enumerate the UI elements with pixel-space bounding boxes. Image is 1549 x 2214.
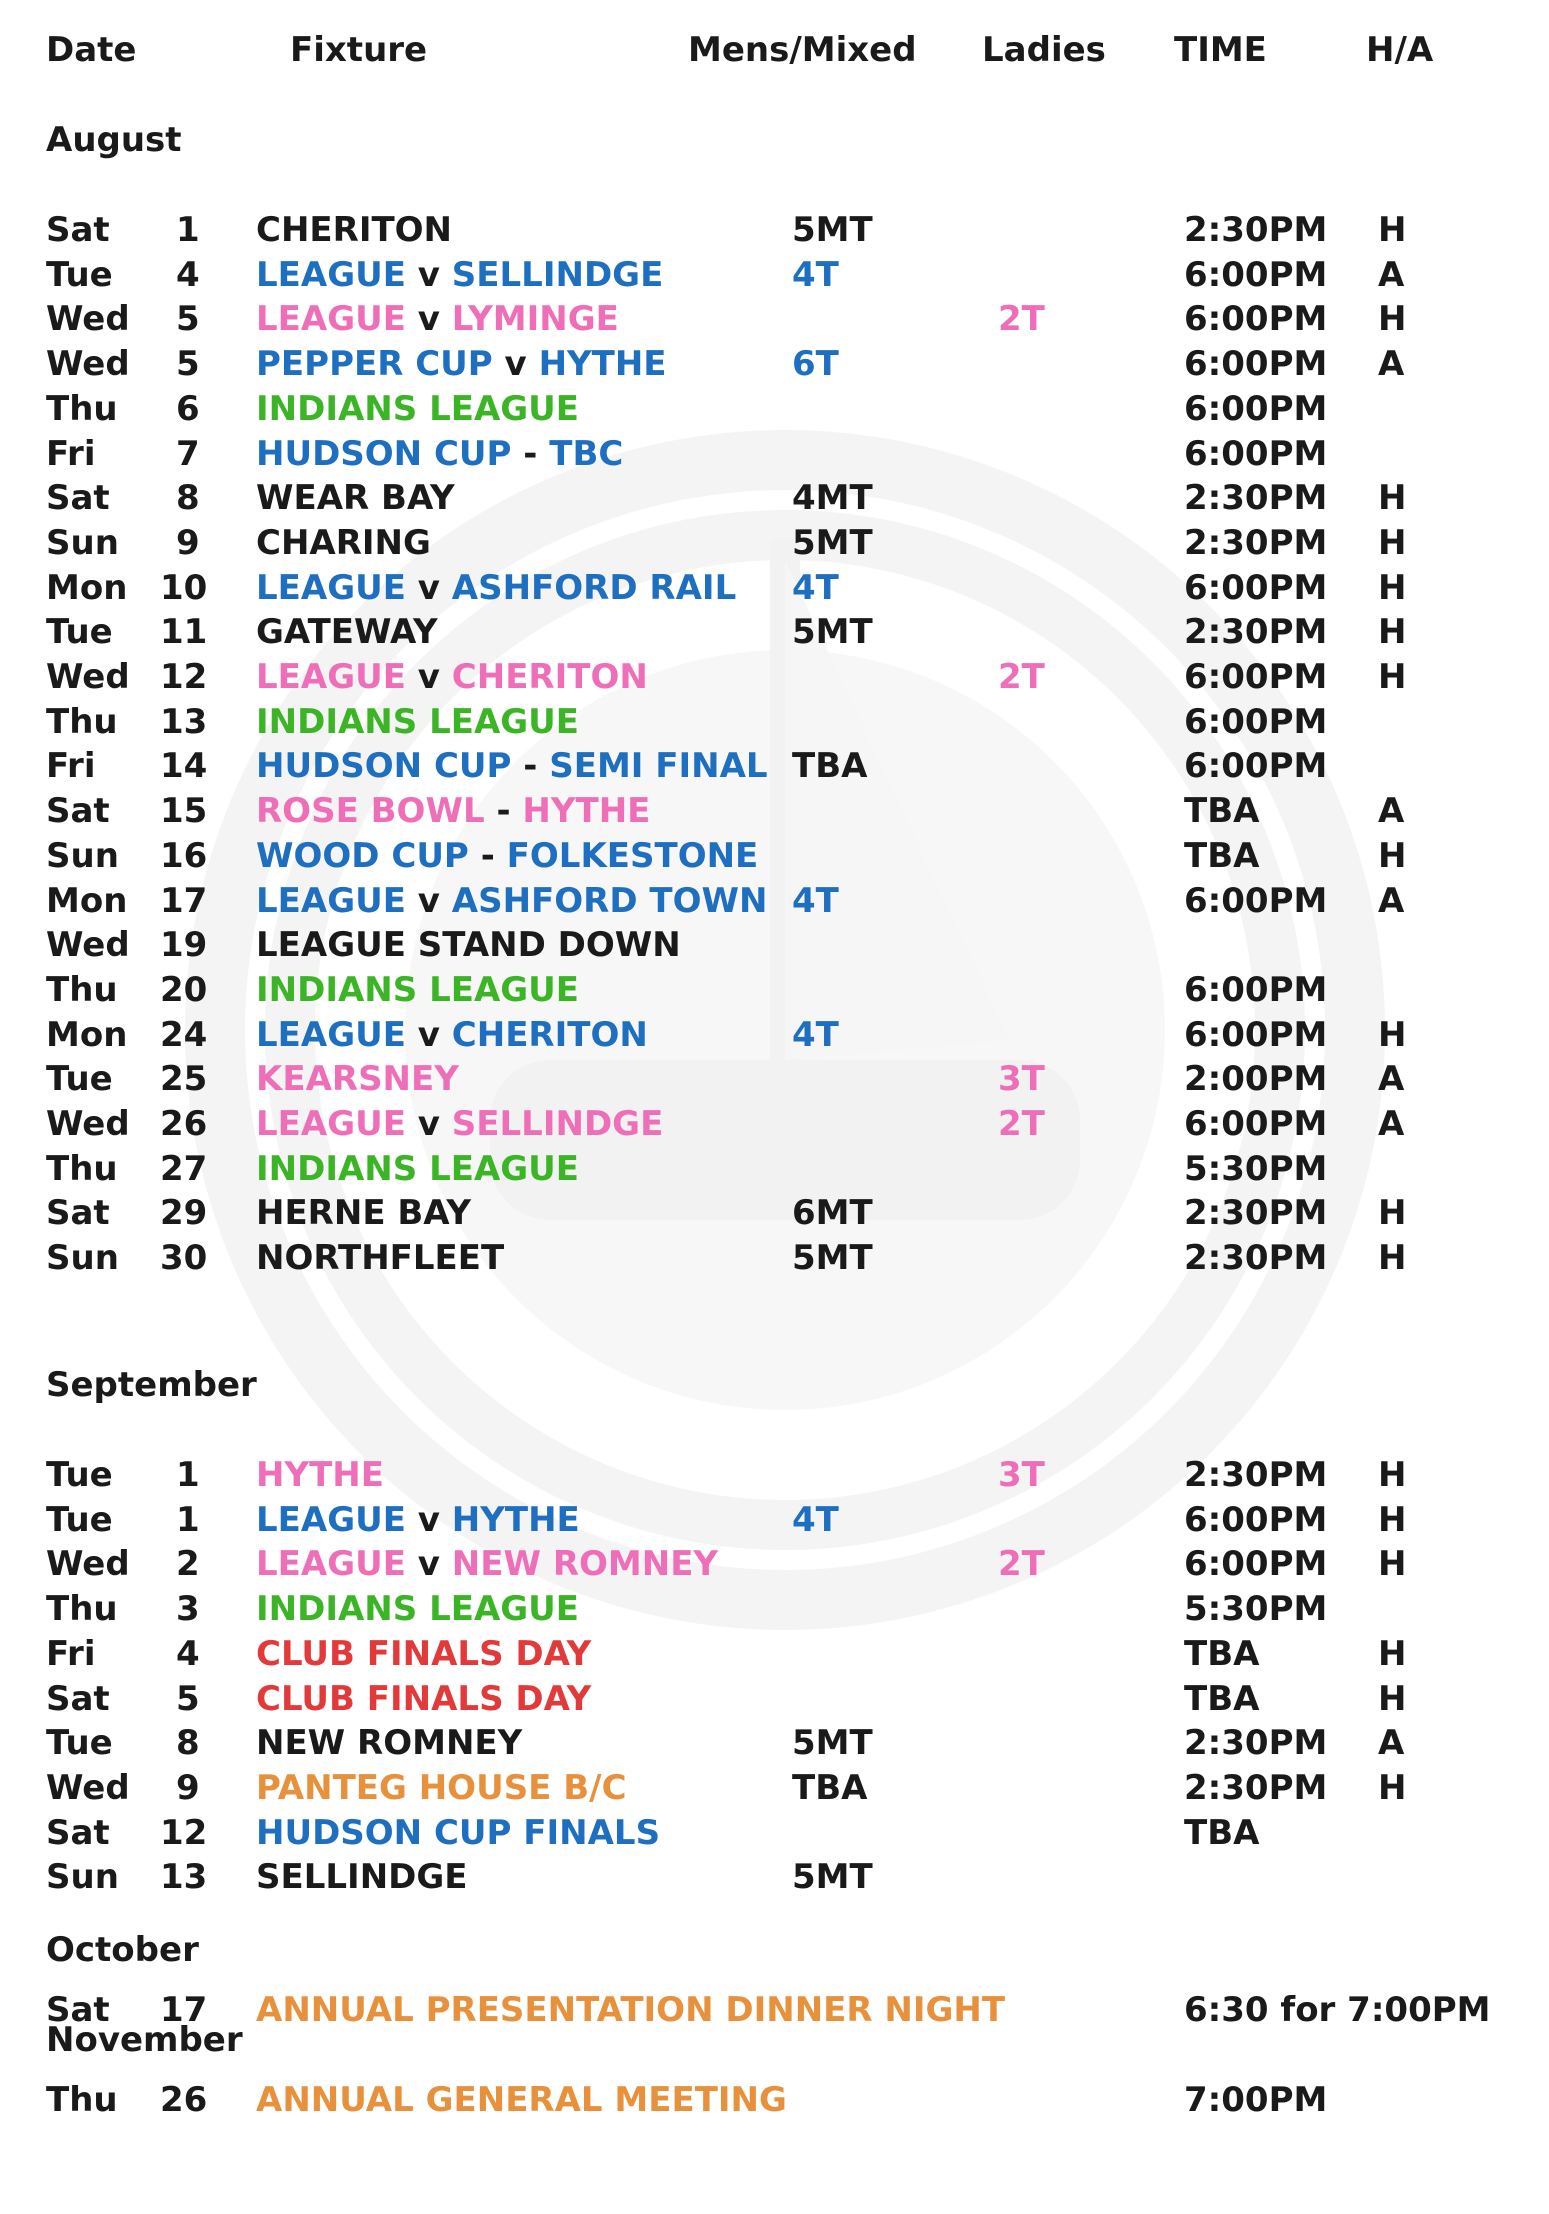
- fixture-name-part: WEAR BAY: [256, 478, 455, 518]
- fixture-name-part: LEAGUE: [256, 1500, 406, 1540]
- fixture-name: [256, 1015, 648, 1055]
- mens-mixed-value: 5MT: [792, 612, 873, 652]
- header-time: TIME: [1174, 30, 1267, 70]
- header-ladies: Ladies: [982, 30, 1106, 70]
- fixture-day: Sat: [46, 1193, 110, 1233]
- fixture-name-part: -: [468, 836, 507, 876]
- fixture-name-part: SELLINDGE: [256, 1857, 468, 1897]
- fixture-row: [0, 657, 1549, 697]
- fixture-time: 5:30PM: [1184, 1589, 1328, 1629]
- fixture-name-part: v: [405, 1104, 452, 1144]
- fixture-name-part: HUDSON CUP FINALS: [256, 1813, 661, 1853]
- fixture-name: [256, 657, 648, 697]
- fixture-date-number: 17: [160, 881, 208, 921]
- mens-mixed-value: 5MT: [792, 1723, 873, 1763]
- fixture-date-number: 12: [160, 657, 208, 697]
- fixture-day: Mon: [46, 568, 128, 608]
- fixture-name: [256, 1500, 580, 1540]
- fixture-day: Mon: [46, 881, 128, 921]
- fixture-day: Tue: [46, 612, 113, 652]
- fixture-name-part: INDIANS LEAGUE: [256, 702, 580, 742]
- fixture-name-part: v: [405, 881, 452, 921]
- fixture-name-part: LEAGUE: [256, 1015, 406, 1055]
- fixture-time: 6:00PM: [1184, 970, 1328, 1010]
- home-away-value: A: [1378, 1723, 1405, 1763]
- fixture-name-part: LEAGUE: [256, 881, 406, 921]
- fixture-name-part: v: [405, 299, 452, 339]
- fixture-date-number: 3: [176, 1589, 200, 1629]
- fixture-name-part: LEAGUE: [256, 657, 406, 697]
- fixture-name: [256, 702, 579, 742]
- fixture-day: Mon: [46, 1015, 128, 1055]
- fixture-date-number: 11: [160, 612, 208, 652]
- fixture-name-part: PANTEG HOUSE B/C: [256, 1768, 627, 1808]
- fixture-name: [256, 1813, 660, 1853]
- fixture-time: 6:00PM: [1184, 881, 1328, 921]
- fixture-name-part: INDIANS LEAGUE: [256, 1149, 580, 1189]
- fixture-time: 2:00PM: [1184, 1059, 1328, 1099]
- fixture-name: [256, 1544, 718, 1584]
- fixture-date-number: 4: [176, 255, 200, 295]
- mens-mixed-value: 4T: [792, 881, 839, 921]
- fixture-name-part: LEAGUE: [256, 568, 406, 608]
- home-away-value: H: [1378, 1768, 1407, 1808]
- fixture-row: [0, 434, 1549, 474]
- home-away-value: H: [1378, 1634, 1407, 1674]
- fixture-name-part: WOOD CUP: [256, 836, 469, 876]
- fixture-name: [256, 1768, 627, 1808]
- fixture-name-part: v: [405, 1015, 452, 1055]
- fixture-day: Wed: [46, 344, 130, 384]
- fixture-name: [256, 1990, 1005, 2030]
- fixture-date-number: 4: [176, 1634, 200, 1674]
- fixture-row: [0, 1679, 1549, 1719]
- fixture-date-number: 27: [160, 1149, 208, 1189]
- home-away-value: A: [1378, 881, 1405, 921]
- fixture-row: [0, 1193, 1549, 1233]
- fixture-name-part: LEAGUE STAND DOWN: [256, 925, 681, 965]
- fixture-day: Sat: [46, 478, 110, 518]
- fixture-name-part: CHERITON: [256, 210, 453, 250]
- home-away-value: H: [1378, 1238, 1407, 1278]
- fixture-name-part: ROSE BOWL: [256, 791, 485, 831]
- header-mens-mixed: Mens/Mixed: [688, 30, 917, 70]
- fixture-name-part: CHERITON: [451, 657, 648, 697]
- fixture-time: 2:30PM: [1184, 1768, 1328, 1808]
- home-away-value: A: [1378, 255, 1405, 295]
- fixture-date-number: 20: [160, 970, 208, 1010]
- fixture-row: [0, 1149, 1549, 1189]
- fixture-row: [0, 746, 1549, 786]
- home-away-value: H: [1378, 836, 1407, 876]
- fixture-name: [256, 1059, 459, 1099]
- fixture-time: 6:00PM: [1184, 299, 1328, 339]
- fixture-row: [0, 612, 1549, 652]
- fixture-name: [256, 299, 619, 339]
- fixture-date-number: 15: [160, 791, 208, 831]
- fixture-name: [256, 791, 650, 831]
- mens-mixed-value: 6MT: [792, 1193, 873, 1233]
- fixture-name: [256, 434, 623, 474]
- fixture-name-part: CHARING: [256, 523, 431, 563]
- fixture-day: Wed: [46, 925, 130, 965]
- fixture-name: [256, 1238, 504, 1278]
- fixture-name: [256, 881, 767, 921]
- fixture-day: Wed: [46, 1544, 130, 1584]
- fixture-date-number: 7: [176, 434, 200, 474]
- fixture-name: [256, 925, 681, 965]
- fixture-day: Tue: [46, 1455, 113, 1495]
- fixture-day: Tue: [46, 1723, 113, 1763]
- month-heading: November: [46, 2020, 243, 2060]
- fixture-name: [256, 1193, 471, 1233]
- fixture-name: [256, 1679, 591, 1719]
- fixture-day: Sun: [46, 1857, 119, 1897]
- fixture-date-number: 8: [176, 478, 200, 518]
- fixture-row: [0, 881, 1549, 921]
- home-away-value: H: [1378, 568, 1407, 608]
- fixture-row: [0, 1455, 1549, 1495]
- fixture-day: Thu: [46, 1589, 118, 1629]
- fixture-day: Thu: [46, 970, 118, 1010]
- home-away-value: H: [1378, 478, 1407, 518]
- fixture-name: [256, 1104, 663, 1144]
- fixture-row: [0, 970, 1549, 1010]
- fixture-time: 2:30PM: [1184, 1193, 1328, 1233]
- fixture-date-number: 2: [176, 1544, 200, 1584]
- mens-mixed-value: 5MT: [792, 1238, 873, 1278]
- fixture-name: [256, 255, 663, 295]
- fixture-row: [0, 1544, 1549, 1584]
- mens-mixed-value: 4T: [792, 255, 839, 295]
- fixture-name-part: NORTHFLEET: [256, 1238, 505, 1278]
- fixture-name-part: TBC: [549, 434, 624, 474]
- fixture-date-number: 12: [160, 1813, 208, 1853]
- fixture-date-number: 5: [176, 344, 200, 384]
- fixture-date-number: 1: [176, 1455, 200, 1495]
- home-away-value: H: [1378, 657, 1407, 697]
- home-away-value: H: [1378, 1544, 1407, 1584]
- fixture-time: 6:00PM: [1184, 657, 1328, 697]
- header-home-away: H/A: [1366, 30, 1434, 70]
- fixture-date-number: 13: [160, 702, 208, 742]
- fixture-name: [256, 746, 768, 786]
- fixture-time: TBA: [1184, 791, 1260, 831]
- home-away-value: H: [1378, 1500, 1407, 1540]
- fixture-time: 7:00PM: [1184, 2080, 1328, 2120]
- fixture-row: [0, 568, 1549, 608]
- fixture-day: Sat: [46, 1679, 110, 1719]
- fixture-name-part: v: [492, 344, 539, 384]
- mens-mixed-value: 5MT: [792, 210, 873, 250]
- fixture-row: [0, 389, 1549, 429]
- fixture-name-part: LEAGUE: [256, 255, 406, 295]
- fixture-time: 2:30PM: [1184, 1238, 1328, 1278]
- fixture-name-part: INDIANS LEAGUE: [256, 1589, 580, 1629]
- home-away-value: A: [1378, 791, 1405, 831]
- fixture-time: 6:00PM: [1184, 1544, 1328, 1584]
- fixture-row: [0, 2080, 1549, 2120]
- fixture-name-part: v: [405, 568, 452, 608]
- fixture-time: 6:00PM: [1184, 434, 1328, 474]
- fixture-day: Sat: [46, 1990, 110, 2030]
- fixture-name: [256, 612, 438, 652]
- fixture-name: [256, 836, 758, 876]
- fixture-name-part: INDIANS LEAGUE: [256, 970, 580, 1010]
- fixture-day: Thu: [46, 2080, 118, 2120]
- fixture-name: [256, 1634, 591, 1674]
- fixture-name-part: CLUB FINALS DAY: [256, 1634, 592, 1674]
- month-heading: September: [46, 1365, 257, 1405]
- fixture-date-number: 1: [176, 1500, 200, 1540]
- fixture-time: TBA: [1184, 836, 1260, 876]
- home-away-value: H: [1378, 612, 1407, 652]
- fixture-name: [256, 970, 579, 1010]
- fixture-day: Sat: [46, 210, 110, 250]
- fixture-row: [0, 1768, 1549, 1808]
- fixture-row: [0, 1059, 1549, 1099]
- fixture-date-number: 26: [160, 1104, 208, 1144]
- fixture-row: [0, 1500, 1549, 1540]
- fixture-time: 2:30PM: [1184, 478, 1328, 518]
- fixture-name-part: LEAGUE: [256, 1104, 406, 1144]
- fixture-date-number: 25: [160, 1059, 208, 1099]
- fixture-day: Sun: [46, 523, 119, 563]
- mens-mixed-value: 5MT: [792, 523, 873, 563]
- fixture-name-part: LYMINGE: [451, 299, 619, 339]
- fixture-name-part: HYTHE: [256, 1455, 384, 1495]
- header-fixture: Fixture: [290, 30, 428, 70]
- fixture-day: Thu: [46, 702, 118, 742]
- fixture-name-part: SELLINDGE: [451, 1104, 664, 1144]
- fixture-date-number: 9: [176, 1768, 200, 1808]
- fixture-date-number: 6: [176, 389, 200, 429]
- fixture-date-number: 5: [176, 299, 200, 339]
- fixture-day: Sat: [46, 791, 110, 831]
- fixture-time: TBA: [1184, 1679, 1260, 1719]
- home-away-value: H: [1378, 1455, 1407, 1495]
- fixture-name: [256, 1455, 384, 1495]
- fixture-name-part: NEW ROMNEY: [451, 1544, 719, 1584]
- fixture-name: [256, 210, 452, 250]
- fixture-time: 6:00PM: [1184, 1500, 1328, 1540]
- mens-mixed-value: 4MT: [792, 478, 873, 518]
- fixture-row: [0, 523, 1549, 563]
- fixture-row: [0, 1589, 1549, 1629]
- fixture-day: Fri: [46, 746, 96, 786]
- fixture-time: 6:00PM: [1184, 1015, 1328, 1055]
- fixture-name: [256, 1589, 579, 1629]
- ladies-value: 2T: [998, 299, 1045, 339]
- fixture-time: 2:30PM: [1184, 210, 1328, 250]
- fixture-name-part: SEMI FINAL: [549, 746, 768, 786]
- fixture-day: Sat: [46, 1813, 110, 1853]
- fixture-row: [0, 1015, 1549, 1055]
- fixture-name-part: LEAGUE: [256, 299, 406, 339]
- home-away-value: H: [1378, 1679, 1407, 1719]
- month-heading: August: [46, 120, 182, 160]
- fixture-day: Sun: [46, 1238, 119, 1278]
- fixture-day: Wed: [46, 657, 130, 697]
- fixture-name-part: -: [511, 434, 550, 474]
- fixture-date-number: 16: [160, 836, 208, 876]
- fixture-row: [0, 299, 1549, 339]
- fixture-name-part: NEW ROMNEY: [256, 1723, 523, 1763]
- fixture-date-number: 1: [176, 210, 200, 250]
- fixture-name-part: CHERITON: [451, 1015, 648, 1055]
- fixture-name-part: ASHFORD TOWN: [451, 881, 768, 921]
- mens-mixed-value: 4T: [792, 568, 839, 608]
- fixture-date-number: 13: [160, 1857, 208, 1897]
- fixture-name: [256, 1149, 579, 1189]
- ladies-value: 2T: [998, 1104, 1045, 1144]
- fixture-name-part: -: [511, 746, 550, 786]
- fixture-row: [0, 255, 1549, 295]
- fixture-row: [0, 478, 1549, 518]
- fixture-time: 2:30PM: [1184, 1455, 1328, 1495]
- fixture-name-part: GATEWAY: [256, 612, 438, 652]
- fixture-time: 6:00PM: [1184, 702, 1328, 742]
- fixture-time: 6:00PM: [1184, 1104, 1328, 1144]
- fixture-name-part: -: [484, 791, 523, 831]
- fixture-row: [0, 1813, 1549, 1853]
- fixture-date-number: 5: [176, 1679, 200, 1719]
- fixture-name-part: LEAGUE: [256, 1544, 406, 1584]
- fixture-date-number: 17: [160, 1990, 208, 2030]
- home-away-value: H: [1378, 1193, 1407, 1233]
- fixture-date-number: 9: [176, 523, 200, 563]
- fixture-date-number: 14: [160, 746, 208, 786]
- fixture-date-number: 10: [160, 568, 208, 608]
- fixture-day: Thu: [46, 1149, 118, 1189]
- fixture-time: TBA: [1184, 1813, 1260, 1853]
- fixture-name-part: ANNUAL GENERAL MEETING: [256, 2080, 787, 2120]
- fixture-date-number: 19: [160, 925, 208, 965]
- month-heading: October: [46, 1930, 199, 1970]
- fixture-day: Wed: [46, 299, 130, 339]
- fixture-day: Tue: [46, 1059, 113, 1099]
- fixture-name: [256, 1723, 522, 1763]
- fixture-time: 6:00PM: [1184, 255, 1328, 295]
- fixture-name-part: HUDSON CUP: [256, 746, 512, 786]
- fixture-name-part: HYTHE: [451, 1500, 580, 1540]
- fixture-name-part: HYTHE: [522, 791, 651, 831]
- fixture-date-number: 8: [176, 1723, 200, 1763]
- fixture-name-part: HERNE BAY: [256, 1193, 471, 1233]
- fixture-row: [0, 344, 1549, 384]
- fixture-day: Fri: [46, 434, 96, 474]
- header-date: Date: [46, 30, 137, 70]
- fixture-time: 5:30PM: [1184, 1149, 1328, 1189]
- fixture-name-part: CLUB FINALS DAY: [256, 1679, 592, 1719]
- fixture-name-part: KEARSNEY: [256, 1059, 459, 1099]
- fixture-name-part: SELLINDGE: [451, 255, 664, 295]
- fixture-time: 2:30PM: [1184, 612, 1328, 652]
- fixture-name: [256, 389, 579, 429]
- fixture-time: 6:00PM: [1184, 389, 1328, 429]
- fixture-name-part: INDIANS LEAGUE: [256, 389, 580, 429]
- home-away-value: H: [1378, 210, 1407, 250]
- fixture-time: 2:30PM: [1184, 1723, 1328, 1763]
- home-away-value: H: [1378, 299, 1407, 339]
- fixture-date-number: 30: [160, 1238, 208, 1278]
- fixture-day: Wed: [46, 1104, 130, 1144]
- mens-mixed-value: 4T: [792, 1015, 839, 1055]
- ladies-value: 2T: [998, 1544, 1045, 1584]
- ladies-value: 3T: [998, 1059, 1045, 1099]
- fixture-row: [0, 1857, 1549, 1897]
- ladies-value: 3T: [998, 1455, 1045, 1495]
- fixture-name-part: v: [405, 1544, 452, 1584]
- home-away-value: A: [1378, 344, 1405, 384]
- fixture-row: [0, 1238, 1549, 1278]
- fixture-day: Sun: [46, 836, 119, 876]
- fixture-name: [256, 478, 455, 518]
- fixture-day: Thu: [46, 389, 118, 429]
- fixture-name-part: ANNUAL PRESENTATION DINNER NIGHT: [256, 1990, 1006, 2030]
- fixture-row: [0, 836, 1549, 876]
- fixture-row: [0, 1104, 1549, 1144]
- fixture-time: 6:00PM: [1184, 746, 1328, 786]
- fixture-name: [256, 344, 667, 384]
- fixture-name: [256, 1857, 468, 1897]
- fixture-row: [0, 925, 1549, 965]
- fixture-date-number: 26: [160, 2080, 208, 2120]
- fixture-row: [0, 1634, 1549, 1674]
- fixture-time: 6:00PM: [1184, 568, 1328, 608]
- fixture-date-number: 29: [160, 1193, 208, 1233]
- fixture-name: [256, 523, 431, 563]
- fixture-name-part: HYTHE: [538, 344, 667, 384]
- fixture-name: [256, 2080, 787, 2120]
- fixture-row: [0, 210, 1549, 250]
- ladies-value: 2T: [998, 657, 1045, 697]
- mens-mixed-value: TBA: [792, 746, 868, 786]
- fixture-row: [0, 1723, 1549, 1763]
- fixture-name-part: FOLKESTONE: [506, 836, 759, 876]
- home-away-value: H: [1378, 1015, 1407, 1055]
- fixture-day: Tue: [46, 255, 113, 295]
- fixture-time: 6:30 for 7:00PM: [1184, 1990, 1491, 2030]
- fixture-day: Fri: [46, 1634, 96, 1674]
- fixture-name-part: v: [405, 255, 452, 295]
- home-away-value: A: [1378, 1104, 1405, 1144]
- fixture-time: 2:30PM: [1184, 523, 1328, 563]
- fixture-name-part: PEPPER CUP: [256, 344, 493, 384]
- fixture-row: [0, 702, 1549, 742]
- mens-mixed-value: TBA: [792, 1768, 868, 1808]
- fixture-day: Tue: [46, 1500, 113, 1540]
- fixture-day: Wed: [46, 1768, 130, 1808]
- mens-mixed-value: 5MT: [792, 1857, 873, 1897]
- fixture-time: TBA: [1184, 1634, 1260, 1674]
- fixture-row: [0, 791, 1549, 831]
- mens-mixed-value: 4T: [792, 1500, 839, 1540]
- home-away-value: A: [1378, 1059, 1405, 1099]
- fixture-name: [256, 568, 736, 608]
- fixture-name-part: v: [405, 657, 452, 697]
- home-away-value: H: [1378, 523, 1407, 563]
- fixture-time: 6:00PM: [1184, 344, 1328, 384]
- fixture-date-number: 24: [160, 1015, 208, 1055]
- fixture-name-part: v: [405, 1500, 452, 1540]
- fixture-name-part: HUDSON CUP: [256, 434, 512, 474]
- mens-mixed-value: 6T: [792, 344, 839, 384]
- fixture-name-part: ASHFORD RAIL: [451, 568, 737, 608]
